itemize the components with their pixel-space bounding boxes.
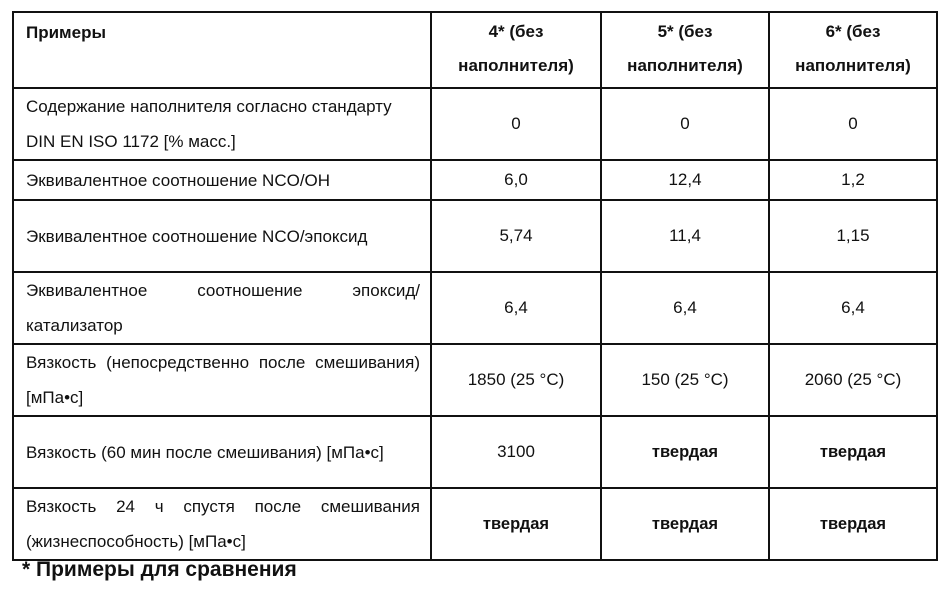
- cell-value: 0: [431, 88, 601, 160]
- table-row: [13, 160, 937, 200]
- row-label-epoxide-catalyst-ratio: Эквивалентное соотношение эпоксид/катализатор: [13, 272, 431, 344]
- cell-value: 5,74: [431, 200, 601, 272]
- table-row: [13, 88, 937, 160]
- cell-value: 1,15: [769, 200, 937, 272]
- table-row: [13, 488, 937, 560]
- cell-value: 150 (25 °C): [601, 344, 769, 416]
- cell-value: 6,4: [601, 272, 769, 344]
- cell-value: твердая: [769, 488, 937, 560]
- cell-value: твердая: [601, 416, 769, 488]
- comparison-table: [12, 11, 938, 561]
- table-row: [13, 416, 937, 488]
- cell-value: 0: [601, 88, 769, 160]
- comparison-table-container: [12, 11, 936, 561]
- table-header-row: [13, 12, 937, 88]
- header-example-6-line2: наполнителя): [795, 56, 911, 75]
- row-label-viscosity-60min: Вязкость (60 мин после смешивания) [мПа•с]: [13, 416, 431, 488]
- row-label-viscosity-24h: Вязкость 24 ч спустя после смешивания (жизнеспособность) [мПа•с]: [13, 488, 431, 560]
- header-example-5-line1: 5* (без: [657, 22, 713, 41]
- cell-value: твердая: [769, 416, 937, 488]
- header-example-6-line1: 6* (без: [825, 22, 881, 41]
- table-row: [13, 344, 937, 416]
- cell-value: 6,0: [431, 160, 601, 200]
- row-label-nco-oh-ratio: Эквивалентное соотношение NCO/OH: [13, 160, 431, 200]
- cell-value: 6,4: [769, 272, 937, 344]
- footnote-comparison-examples: * Примеры для сравнения: [22, 558, 297, 581]
- cell-value: 1,2: [769, 160, 937, 200]
- header-example-6: [769, 12, 937, 88]
- header-examples: Примеры: [13, 12, 431, 88]
- cell-value: 2060 (25 °C): [769, 344, 937, 416]
- cell-value: 1850 (25 °C): [431, 344, 601, 416]
- cell-value: 11,4: [601, 200, 769, 272]
- cell-value: 0: [769, 88, 937, 160]
- cell-value: твердая: [431, 488, 601, 560]
- header-example-5: [601, 12, 769, 88]
- header-example-4-line2: наполнителя): [458, 56, 574, 75]
- cell-value: 6,4: [431, 272, 601, 344]
- cell-value: 12,4: [601, 160, 769, 200]
- header-example-5-line2: наполнителя): [627, 56, 743, 75]
- row-label-viscosity-immediate: Вязкость (непосредственно после смешивания) [мПа•с]: [13, 344, 431, 416]
- row-label-nco-epoxide-ratio: Эквивалентное соотношение NCO/эпоксид: [13, 200, 431, 272]
- row-label-filler-content: Содержание наполнителя согласно стандарту DIN EN ISO 1172 [% масс.]: [13, 88, 431, 160]
- cell-value: твердая: [601, 488, 769, 560]
- header-example-4-line1: 4* (без: [488, 22, 544, 41]
- header-example-4: [431, 12, 601, 88]
- cell-value: 3100: [431, 416, 601, 488]
- table-row: [13, 200, 937, 272]
- table-row: [13, 272, 937, 344]
